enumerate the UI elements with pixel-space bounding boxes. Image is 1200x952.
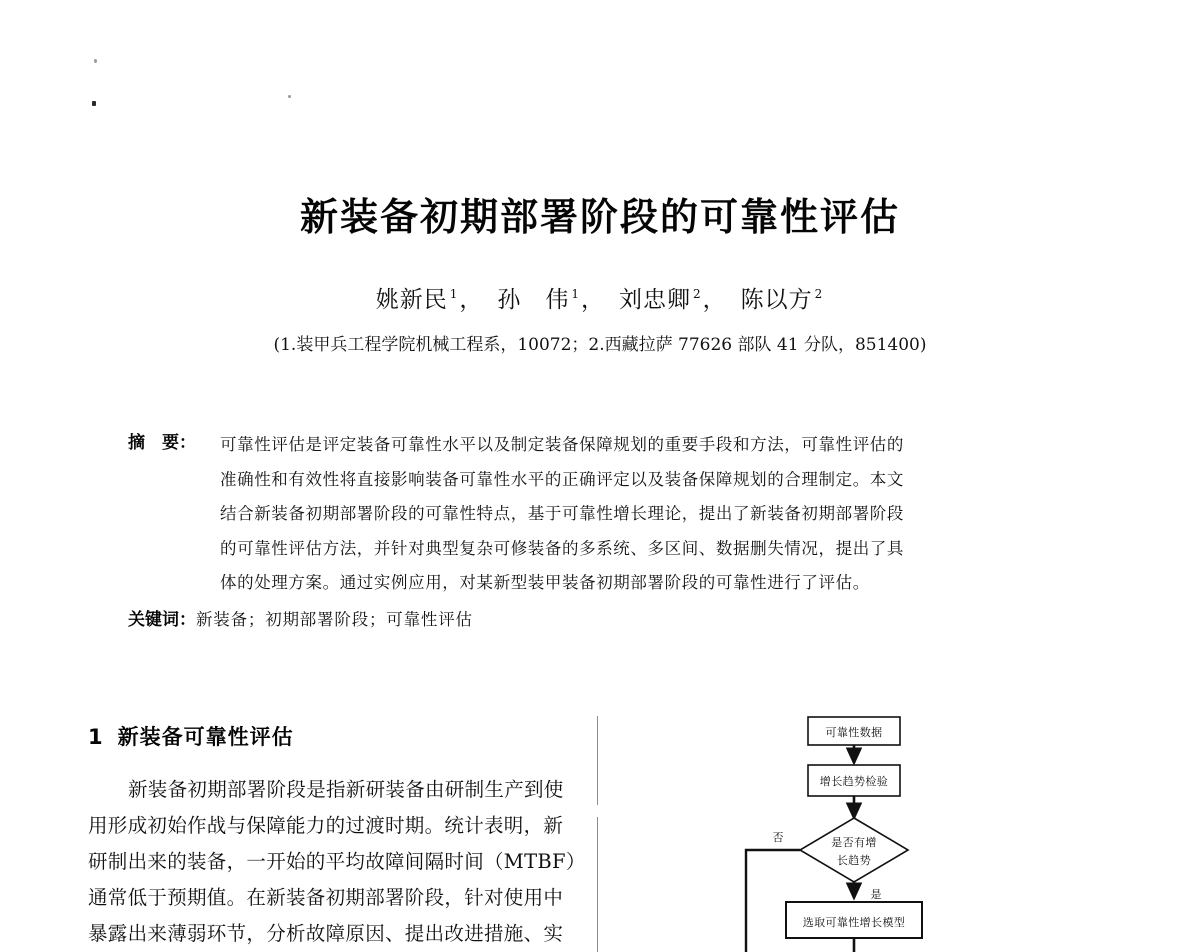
keywords-label: 关键词： <box>128 610 196 630</box>
flow-edge-label-no: 否 <box>772 831 784 844</box>
paragraph-line: 研制出来的装备，一开始的平均故障间隔时间（MTBF） <box>88 850 586 873</box>
author-affiliation-marker: 1 <box>449 287 459 302</box>
author-affiliation-marker: 1 <box>571 287 580 302</box>
abstract-label <box>128 428 220 453</box>
page-title: 新装备初期部署阶段的可靠性评估 <box>299 195 900 239</box>
flowchart-figure <box>700 700 1120 952</box>
flow-edge-label-yes: 是 <box>870 888 882 901</box>
abstract-text <box>220 428 1086 601</box>
abstract-line: 的可靠性评估方法，并针对典型复杂可修装备的多系统、多区间、数据删失情况，提出了具 <box>220 538 904 558</box>
abstract-label-char2: 要： <box>162 433 196 453</box>
scan-speck <box>92 101 96 106</box>
author-name: 刘忠卿 <box>619 287 691 313</box>
abstract-label-char1: 摘 <box>128 433 145 453</box>
author-name: 姚新民 <box>375 287 448 313</box>
author-name: 孙 伟 <box>497 287 570 313</box>
author-name: 陈以方 <box>740 287 813 313</box>
column-divider <box>597 716 598 952</box>
flow-node-label-line2: 长趋势 <box>836 854 872 867</box>
body-paragraph <box>88 772 586 952</box>
column-divider-gap <box>597 805 598 817</box>
flow-node-label: 选取可靠性增长模型 <box>802 916 906 929</box>
author-list: 姚新民 $^1$， 孙 伟 $^1$， 刘忠卿 $^2$， 陈以方 $^2$ <box>375 287 824 313</box>
abstract-line: 体的处理方案。通过实例应用，对某新型装甲装备初期部署阶段的可靠性进行了评估。 <box>220 573 870 592</box>
flow-node-label: 增长趋势检验 <box>819 775 889 788</box>
scan-speck <box>288 95 291 98</box>
paragraph-line: 暴露出来薄弱环节，分析故障原因、提出改进措施、实 <box>88 922 564 945</box>
paragraph-line: 用形成初始作战与保障能力的过渡时期。统计表明，新 <box>88 814 564 837</box>
abstract-line: 结合新装备初期部署阶段的可靠性特点，基于可靠性增长理论，提出了新装备初期部署阶段 <box>220 504 904 523</box>
paragraph-line: 新装备初期部署阶段是指新研装备由研制生产到使 <box>128 778 564 801</box>
keywords-text: 新装备；初期部署阶段；可靠性评估 <box>196 610 473 629</box>
flow-node-trend-decision <box>800 818 908 882</box>
flow-node-label-line1: 是否有增 <box>831 836 877 849</box>
abstract-line: 准确性和有效性将直接影响装备可靠性水平的正确评定以及装备保障规划的合理制定。本文 <box>220 469 904 489</box>
paragraph-line: 通常低于预期值。在新装备初期部署阶段，针对使用中 <box>88 886 564 909</box>
author-affiliation-marker: 2 <box>693 287 702 302</box>
keywords-block <box>128 605 473 630</box>
affiliation-line: (1.装甲兵工程学院机械工程系，10072；2.西藏拉萨 77626 部队 41 分队，851400) <box>273 335 927 355</box>
abstract-line: 可靠性评估是评定装备可靠性水平以及制定装备保障规划的重要手段和方法，可靠性评估的 <box>220 435 904 454</box>
section-title: 新装备可靠性评估 <box>117 725 294 749</box>
section-heading <box>88 721 294 751</box>
section-number: 1 <box>88 725 104 749</box>
flow-node-label: 可靠性数据 <box>825 726 883 739</box>
scan-speck <box>94 59 97 63</box>
author-affiliation-marker: 2 <box>814 287 824 302</box>
abstract-block <box>128 428 1086 601</box>
